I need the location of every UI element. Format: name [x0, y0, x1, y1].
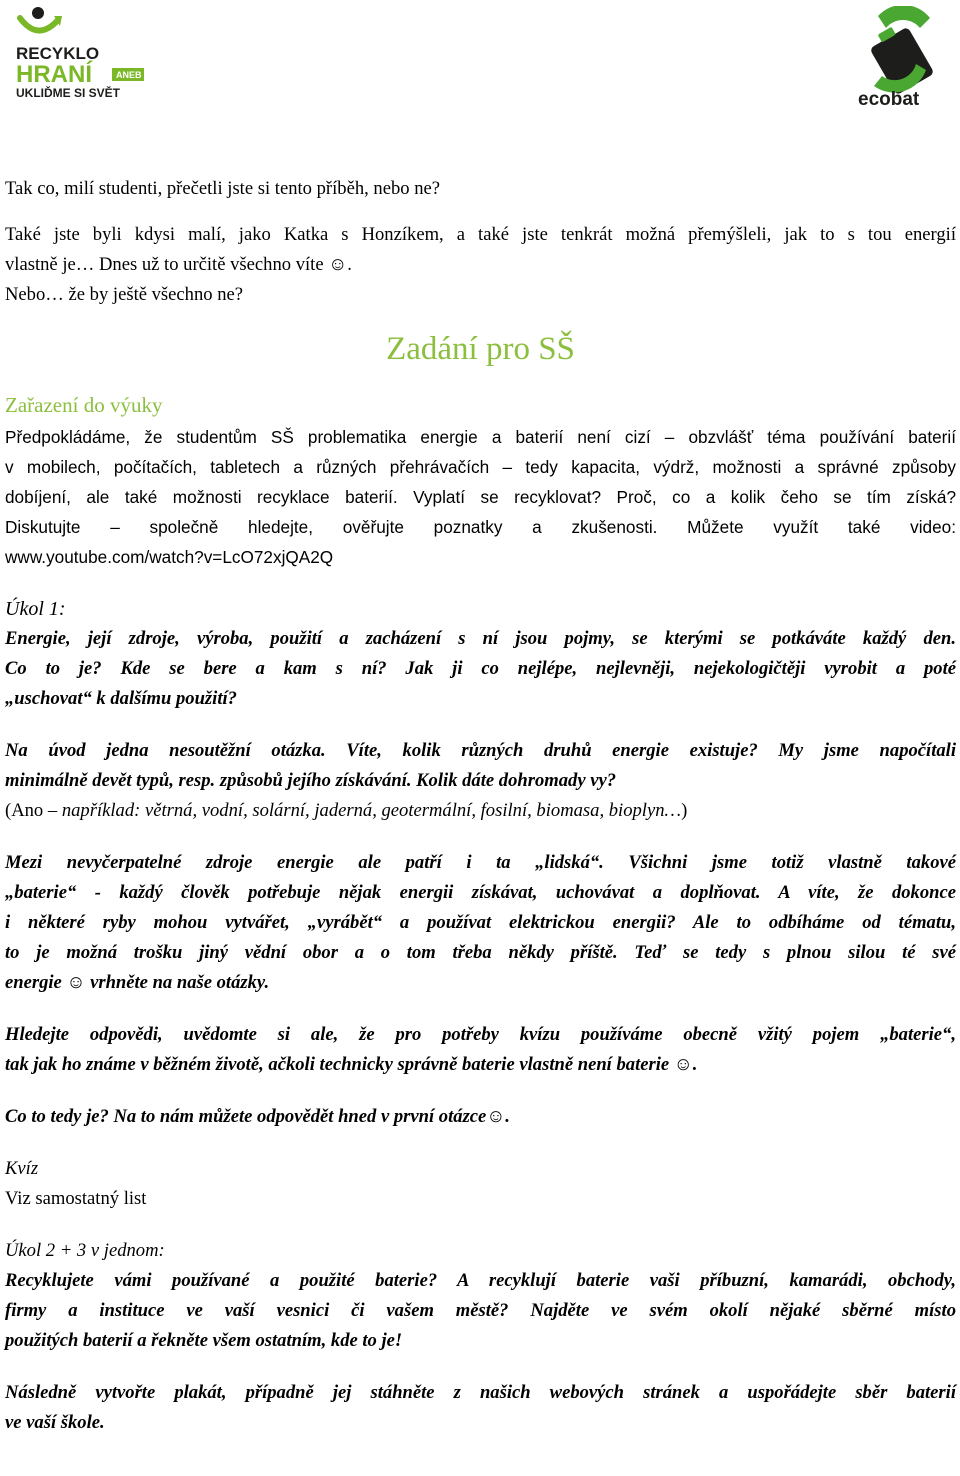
ukol1-question-line: minimálně devět typů, resp. způsobů jejího získávání. Kolik dáte dohromady vy? [5, 770, 617, 791]
ukol23-line: použitých baterií a řekněte všem ostatním, kde to je! [5, 1330, 403, 1351]
zarazeni-line: Diskutujte – společně hledejte, ověřujte poznatky a zkušenosti. Můžete využít také video: [5, 517, 956, 537]
kviz-text: Viz samostatný list [5, 1188, 147, 1209]
ukol23-poster-line: ve vaší škole. [5, 1412, 105, 1433]
document-body [5, 174, 956, 1438]
ukol1-answer-line [5, 796, 956, 826]
ukol1-human-line: energie ☺ vrhněte na naše otázky. [5, 972, 270, 993]
intro-question: Tak co, milí studenti, přečetli jste si tento příběh, nebo ne? [5, 178, 441, 199]
zarazeni-line: v mobilech, počítačích, tabletech a různých přehrávačích – tedy kapacita, výdrž, možnosti a správné způsoby [5, 457, 956, 477]
ukol1-hint-line: Hledejte odpovědi, uvědomte si ale, že pro potřeby kvízu používáme obecně vžitý pojem „baterie“, [5, 1024, 956, 1045]
ukol1-question-line: Na úvod jedna nesoutěžní otázka. Víte, kolik různých druhů energie existuje? My jsme napočítali [5, 740, 956, 761]
section-heading-zarazeni: Zařazení do výuky [5, 393, 163, 417]
video-link[interactable]: www.youtube.com/watch?v=LcO72xjQA2Q [5, 547, 334, 567]
logo-text-hrani: HRANÍ [16, 61, 92, 88]
ukol1-line: „uschovat“ k dalšímu použití? [5, 688, 237, 709]
logo-text-aneb: ANEB [116, 70, 142, 80]
logo-text-ecobat: ecobat [858, 89, 920, 108]
recycle-person-icon [20, 7, 62, 31]
intro-paragraph-line: vlastně je… Dnes už to určitě všechno víte ☺. [5, 254, 352, 275]
answer-suffix: ) [681, 800, 688, 821]
zarazeni-line: Předpokládáme, že studentům SŠ problematika energie a baterií není cizí – obzvlášť téma používání baterií [5, 427, 956, 447]
ukol1-human-line: i některé ryby mohou vytvářet, „vyrábět“ a používat elektrickou energii? Ale to odbíháme od tématu, [5, 912, 956, 933]
zarazeni-line: dobíjení, ale také možnosti recyklace baterií. Vyplatí se recyklovat? Proč, co a kolik čeho se tím získá? [5, 487, 956, 507]
ukol1-line: Co to je? Kde se bere a kam s ní? Jak ji co nejlépe, nejlevněji, nejekologičtěji vyrobit a poté [5, 658, 956, 679]
recyklohrani-logo [8, 4, 158, 100]
battery-icon [869, 6, 934, 95]
ukol23-line: firmy a instituce ve vaší vesnici či vašem městě? Najděte ve svém okolí nějaké sběrné místo [5, 1300, 956, 1321]
ukol1-line: Energie, její zdroje, výroba, použití a zacházení s ní jsou pojmy, se kterými se potkáváte každý den. [5, 628, 956, 649]
ukol1-human-line: to je možná trošku jiný vědní obor a o tom třeba někdy příště. Teď se tedy s plnou silou té své [5, 942, 956, 963]
ukol1-human-line: „baterie“ - každý člověk potřebuje nějak energii získávat, uchovávat a doplňovat. A víte, že dokonce [5, 882, 956, 903]
ukol23-poster-line: Následně vytvořte plakát, případně jej stáhněte z našich webových stránek a uspořádejte sběr baterií [5, 1382, 956, 1403]
ukol1-hint-line: tak jak ho známe v běžném životě, ačkoli technicky správně baterie vlastně není baterie ☺. [5, 1054, 698, 1075]
logo-text-recyklo: RECYKLO [16, 44, 100, 63]
answer-prefix: (Ano – [5, 800, 62, 821]
intro-paragraph-line: Také jste byli kdysi malí, jako Katka s Honzíkem, a také jste tenkrát možná přemýšleli, jak to s tou energií [5, 224, 956, 245]
answer-list: například: větrná, vodní, solární, jaderná, geotermální, fosilní, biomasa, bioplyn… [61, 800, 682, 821]
ukol1-human-line: Mezi nevyčerpatelné zdroje energie ale patří i ta „lidská“. Všichni jsme totiž vlastně takové [5, 852, 956, 873]
section-heading-ukol23: Úkol 2 + 3 v jednom: [5, 1240, 165, 1261]
ukol23-line: Recyklujete vámi používané a použité baterie? A recyklují baterie vaši příbuzní, kamarádi, obchody, [5, 1270, 956, 1291]
page-title: Zadání pro SŠ [386, 331, 575, 367]
logo-text-uklidme: UKLIĎME SI SVĚT [16, 86, 121, 100]
ukol1-closing-line: Co to tedy je? Na to nám můžete odpovědět hned v první otázce☺. [5, 1106, 510, 1127]
section-heading-ukol1: Úkol 1: [5, 598, 66, 620]
ecobat-logo [850, 6, 946, 108]
intro-paragraph-line: Nebo… že by ještě všechno ne? [5, 284, 244, 305]
section-heading-kviz: Kvíz [5, 1158, 39, 1179]
